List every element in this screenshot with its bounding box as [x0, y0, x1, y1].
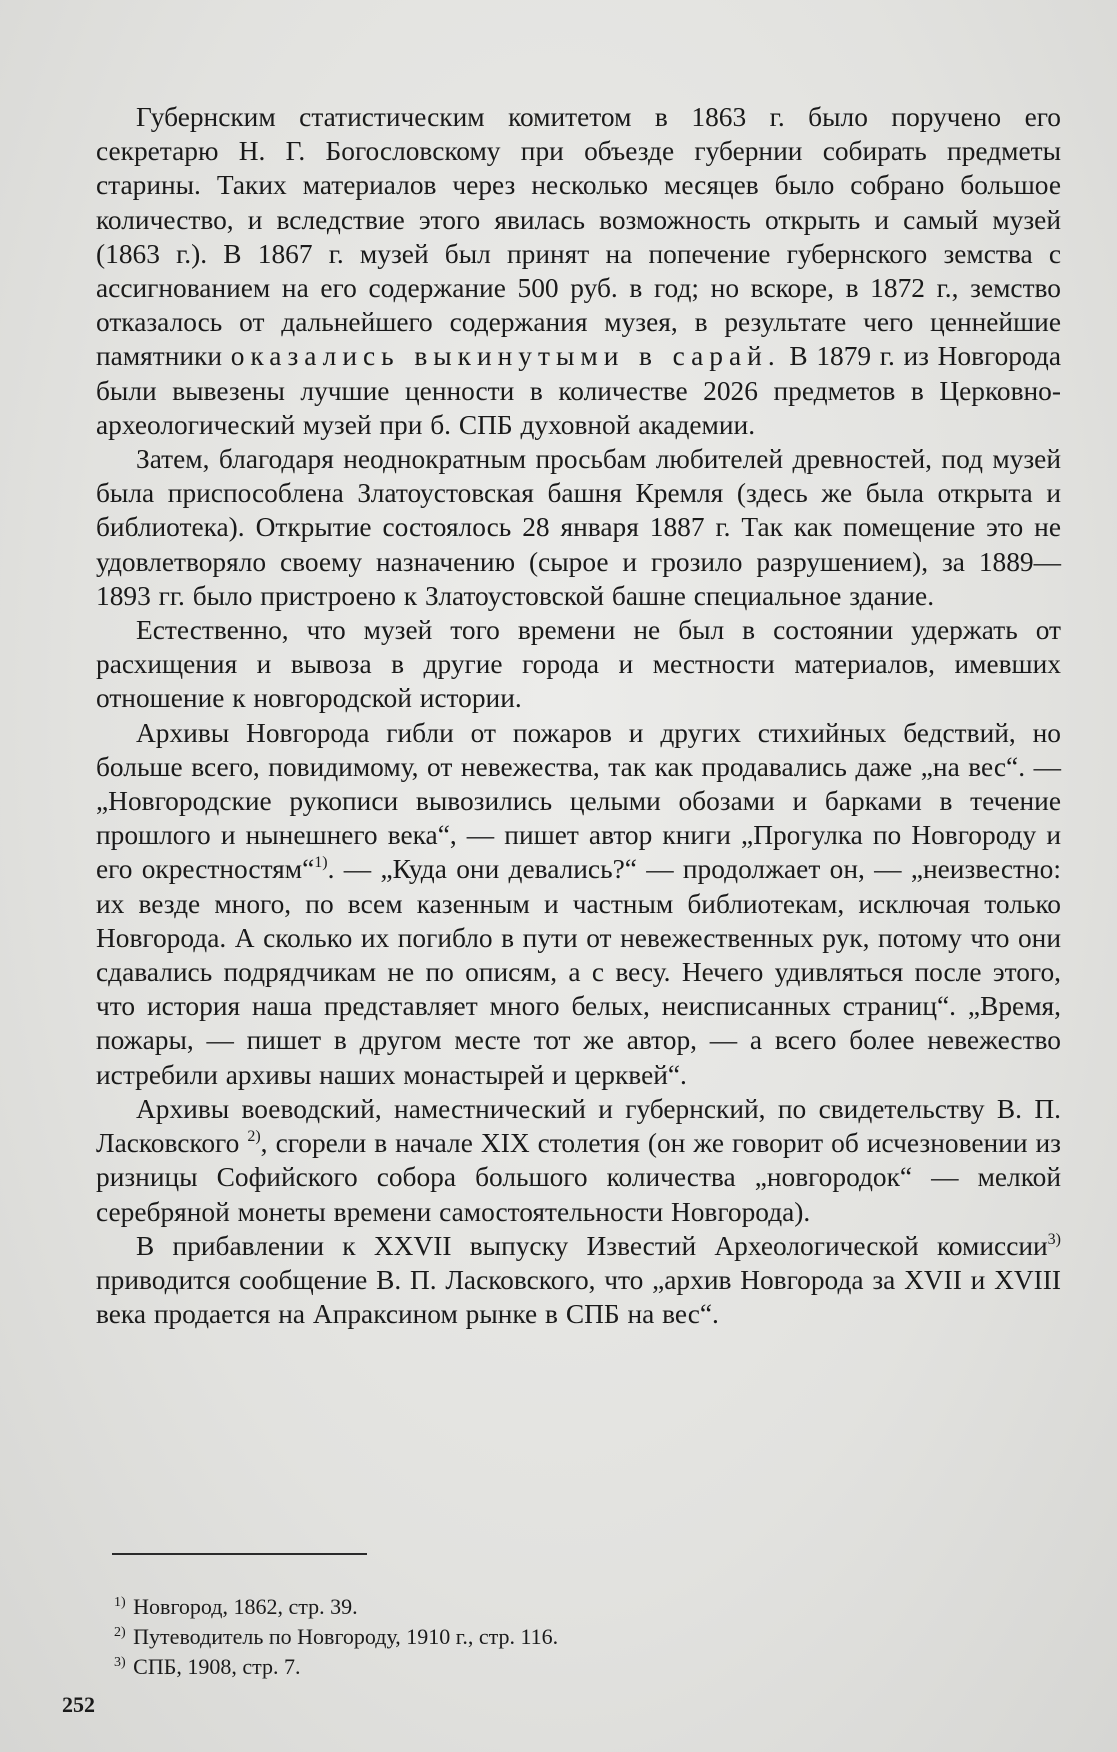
- footnote-3-text: СПБ, 1908, стр. 7.: [133, 1654, 301, 1679]
- footnote-ref-1: 1): [314, 854, 328, 872]
- footnote-2-mark: 2): [114, 1625, 126, 1640]
- page-number: 252: [62, 1692, 95, 1717]
- paragraph-1-text: Губернским статистическим комитетом в 1863 г. было поручено его секретарю Н. Г. Богословскому при объезде губернии собирать предметы старины. Таких материалов через несколько месяцев было собрано большое количество, и вследствие этого явилась возможность открыть и самый музей (1863 г.). В 1867 г. музей был принят на попечение губернского земства с ассигнованием на его содержание 500 руб. в год; но вскоре, в 1872 г., земство отказалось от дальнейшего содержания музея, в результате чего ценнейшие памятники: [96, 102, 1061, 372]
- footnote-ref-3: 3): [1047, 1230, 1061, 1248]
- paragraph-4: [96, 716, 1061, 1092]
- footnote-ref-2: 2): [247, 1128, 261, 1146]
- paragraph-1-spaced-text: оказались выкинутыми в сарай.: [230, 341, 781, 372]
- paragraph-5: [96, 1092, 1061, 1229]
- footnote-ref-1-mark: 1: [314, 854, 323, 872]
- footnotes: [114, 1592, 914, 1682]
- paragraph-3: Естественно, что музей того времени не был в состоянии удержать от расхищения и вывоза в другие города и местности материалов, имевших отношение к новгородской истории.: [96, 615, 1061, 714]
- paragraph-4-tail: . — „Куда они девались?“ — продолжает он, — „неизвестно: их везде много, по всем казенным и частным библиотекам, исключая только Новгорода. А сколько их погибло в пути от невежественных рук, потому что они сдавались подрядчикам не по описям, а с весу. Нечего удивляться после этого, что история наша представляет много белых, неисписанных страниц“. „Время, пожары, — пишет в другом месте тот же автор, — а всего более невежество истребили архивы наших монастырей и церквей“.: [96, 854, 1061, 1090]
- footnote-2-text: Путеводитель по Новгороду, 1910 г., стр. 116.: [133, 1624, 559, 1649]
- paragraph-2: Затем, благодаря неоднократным просьбам любителей древностей, под музей была приспособлена Златоустовская башня Кремля (здесь же была открыта и библиотека). Открытие состоялось 28 января 1887 г. Так как помещение это не удовлетворяло своему назначению (сырое и грозило разрушением), за 1889—1893 гг. было пристроено к Златоустовской башне специальное здание.: [96, 444, 1061, 611]
- footnote-ref-2-mark: 2: [247, 1128, 256, 1146]
- paragraph-5-text: Архивы воеводский, наместнический и губернский, по свидетельству В. П. Ласковского: [96, 1093, 1061, 1159]
- paragraph-6-tail: приводится сообщение В. П. Ласковского, что „архив Новгорода за XVII и XVIII века продается на Апраксином рынке в СПБ на вес“.: [96, 1264, 1061, 1330]
- paragraph-6-text: В прибавлении к XXVII выпуску Известий Археологической комиссии: [136, 1230, 1048, 1261]
- paragraph-1-tail: В 1879 г. из Новгорода были вывезены лучшие ценности в количестве 2026 предметов в Церковно-археологический музей при б. СПБ духовной академии.: [96, 341, 1061, 440]
- footnote-divider: [112, 1553, 367, 1555]
- footnote-1-mark: 1): [114, 1595, 126, 1610]
- main-text: [96, 100, 1061, 1331]
- footnote-ref-3-mark: 3: [1047, 1230, 1056, 1248]
- footnote-3: [114, 1652, 914, 1682]
- paragraph-6: [96, 1229, 1061, 1332]
- footnote-3-mark: 3): [114, 1655, 126, 1670]
- footnote-2: [114, 1622, 914, 1652]
- footnote-1-text: Новгород, 1862, стр. 39.: [133, 1594, 358, 1619]
- footnote-1: [114, 1592, 914, 1622]
- paragraph-1: [96, 100, 1061, 442]
- paragraph-5-tail: , сгорели в начале XIX столетия (он же говорит об исчезновении из ризницы Софийского собора большого количества „новгородок“ — мелкой серебряной монеты времени самостоятельности Новгорода).: [96, 1128, 1061, 1227]
- paragraph-4-text: Архивы Новгорода гибли от пожаров и других стихийных бедствий, но больше всего, повидимому, от невежества, так как продавались даже „на вес“. — „Новгородские рукописи вывозились целыми обозами и барками в течение прошлого и нынешнего века“, — пишет автор книги „Прогулка по Новгороду и его окрестностям“: [96, 717, 1061, 885]
